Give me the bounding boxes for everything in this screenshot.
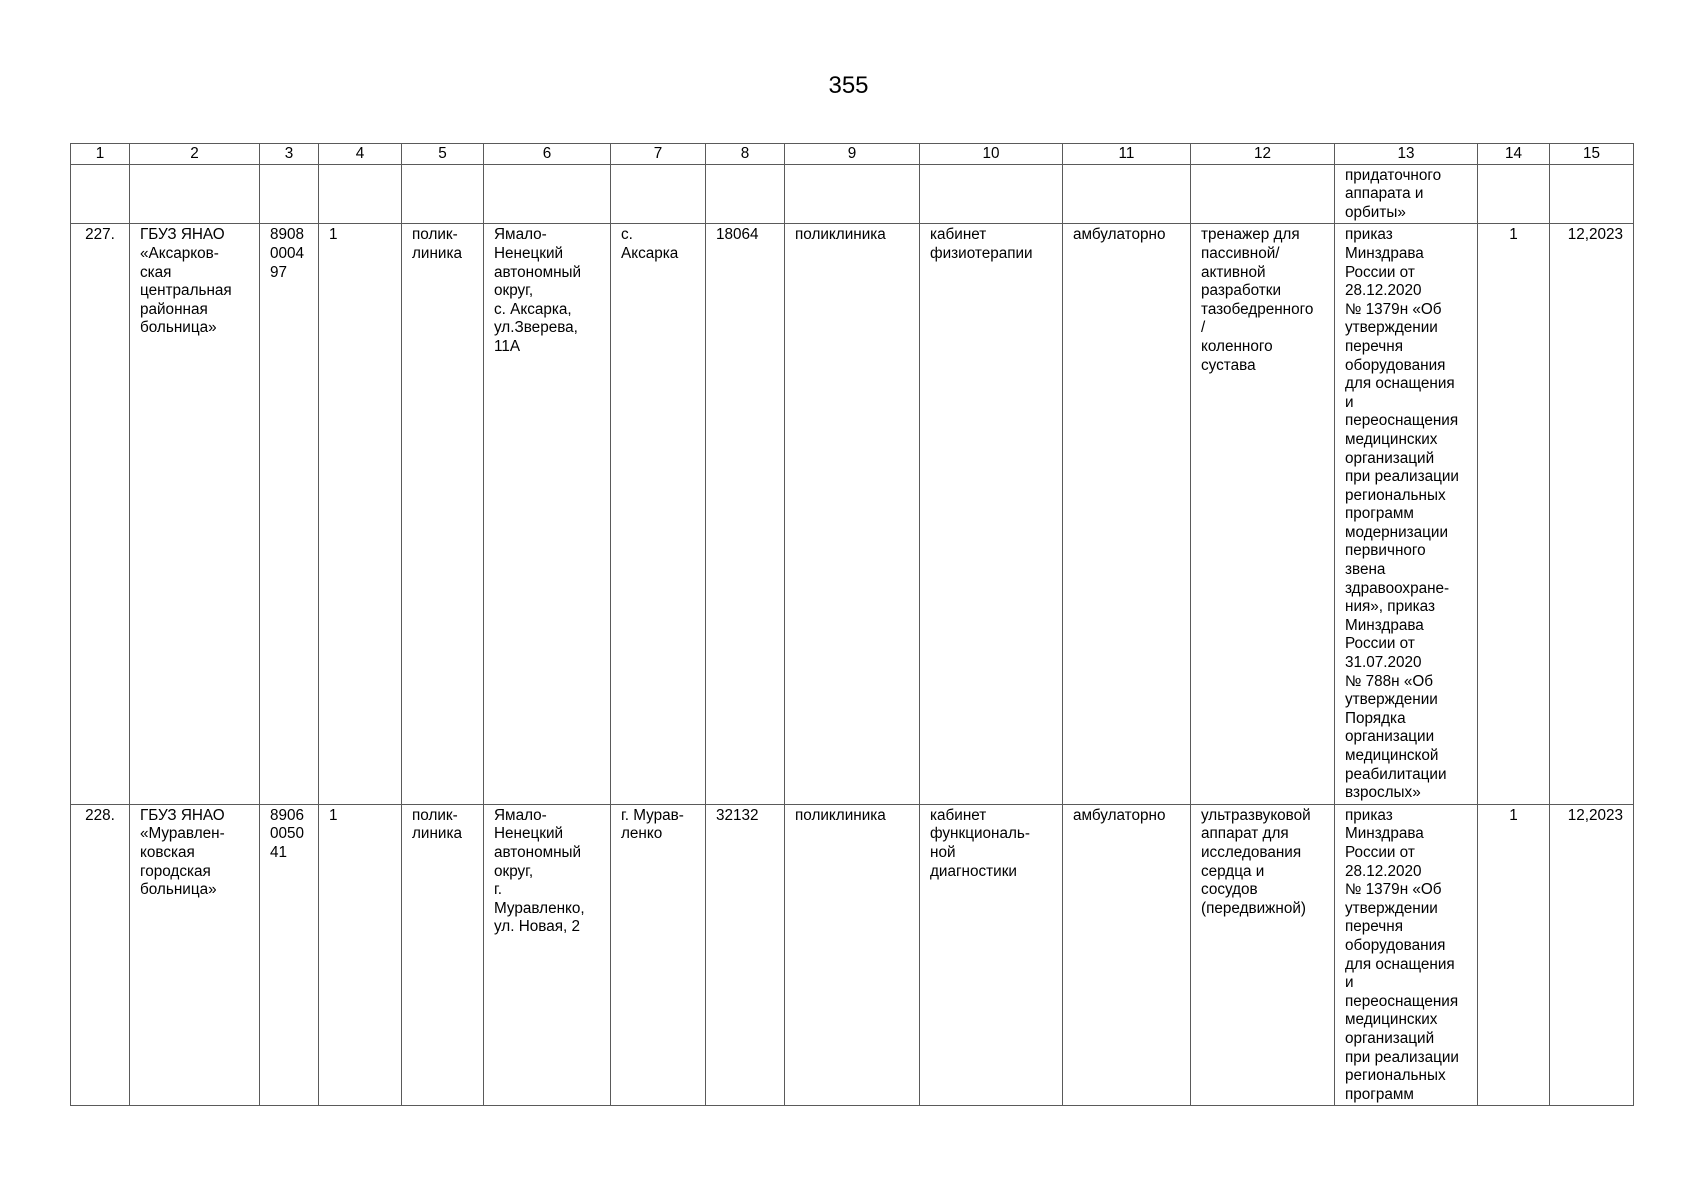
period-cell: 12,2023 [1550, 804, 1634, 1106]
table-cell [130, 164, 260, 224]
page-number: 355 [828, 72, 869, 99]
column-header: 15 [1550, 144, 1634, 165]
address-cell: Ямало- Ненецкий автономный округ, с. Аксарка, ул.Зверева, 11А [484, 224, 611, 804]
facility-type-cell: полик- линика [402, 804, 484, 1106]
column-header: 5 [402, 144, 484, 165]
locality-cell: г. Мурав- ленко [611, 804, 706, 1106]
facility-type-cell: полик- линика [402, 224, 484, 804]
equipment-cell: тренажер для пассивной/ активной разработки тазобедренного / коленного сустава [1191, 224, 1335, 804]
care-mode-cell: амбулаторно [1063, 804, 1191, 1106]
basis-cell: приказ Минздрава России от 28.12.2020 № 1379н «Об утверждении перечня оборудования для оснащения и переоснащения медицинских организаций при реализации региональных программ модернизации первичного звена здравоохране- ния», приказ Минздрава России от 31.07.2020 № 788н «Об утверждении Порядка организации медицинской реабилитации взрослых» [1335, 224, 1478, 804]
care-mode-cell: амбулаторно [1063, 224, 1191, 804]
column-number-row [71, 144, 1634, 165]
table-cell: 1 [319, 804, 402, 1106]
address-cell: Ямало- Ненецкий автономный округ, г. Муравленко, ул. Новая, 2 [484, 804, 611, 1106]
table-cell [1063, 164, 1191, 224]
column-header: 8 [706, 144, 785, 165]
table-row [71, 224, 1634, 804]
code-cell: 18064 [706, 224, 785, 804]
period-cell: 12,2023 [1550, 224, 1634, 804]
table-cell [1478, 164, 1550, 224]
equipment-table [70, 143, 1634, 1106]
table-cell [1191, 164, 1335, 224]
table-cell [1550, 164, 1634, 224]
column-header: 2 [130, 144, 260, 165]
division-cell: поликлиника [785, 224, 920, 804]
basis-cell: придаточного аппарата и орбиты» [1335, 164, 1478, 224]
inn-cell: 8908 0004 97 [260, 224, 319, 804]
column-header: 7 [611, 144, 706, 165]
code-cell: 32132 [706, 804, 785, 1106]
table-cell [319, 164, 402, 224]
table-cell [611, 164, 706, 224]
inn-cell: 8906 0050 41 [260, 804, 319, 1106]
table-cell [920, 164, 1063, 224]
column-header: 14 [1478, 144, 1550, 165]
table-cell [484, 164, 611, 224]
locality-cell: с. Аксарка [611, 224, 706, 804]
table-cell [706, 164, 785, 224]
column-header: 11 [1063, 144, 1191, 165]
basis-cell: приказ Минздрава России от 28.12.2020 № 1379н «Об утверждении перечня оборудования для оснащения и переоснащения медицинских организаций при реализации региональных программ [1335, 804, 1478, 1106]
continuation-row [71, 164, 1634, 224]
column-header: 10 [920, 144, 1063, 165]
column-header: 4 [319, 144, 402, 165]
quantity-cell: 1 [1478, 224, 1550, 804]
organization-cell: ГБУЗ ЯНАО «Муравлен- ковская городская больница» [130, 804, 260, 1106]
column-header: 12 [1191, 144, 1335, 165]
organization-cell: ГБУЗ ЯНАО «Аксарков- ская центральная районная больница» [130, 224, 260, 804]
table-cell [71, 164, 130, 224]
room-cell: кабинет физиотерапии [920, 224, 1063, 804]
room-cell: кабинет функциональ- ной диагностики [920, 804, 1063, 1106]
column-header: 9 [785, 144, 920, 165]
column-header: 3 [260, 144, 319, 165]
quantity-cell: 1 [1478, 804, 1550, 1106]
table-cell [260, 164, 319, 224]
table-cell [785, 164, 920, 224]
row-number: 227. [71, 224, 130, 804]
table-cell [402, 164, 484, 224]
division-cell: поликлиника [785, 804, 920, 1106]
column-header: 13 [1335, 144, 1478, 165]
equipment-cell: ультразвуковой аппарат для исследования сердца и сосудов (передвижной) [1191, 804, 1335, 1106]
table-cell: 1 [319, 224, 402, 804]
row-number: 228. [71, 804, 130, 1106]
column-header: 6 [484, 144, 611, 165]
column-header: 1 [71, 144, 130, 165]
table-row [71, 804, 1634, 1106]
